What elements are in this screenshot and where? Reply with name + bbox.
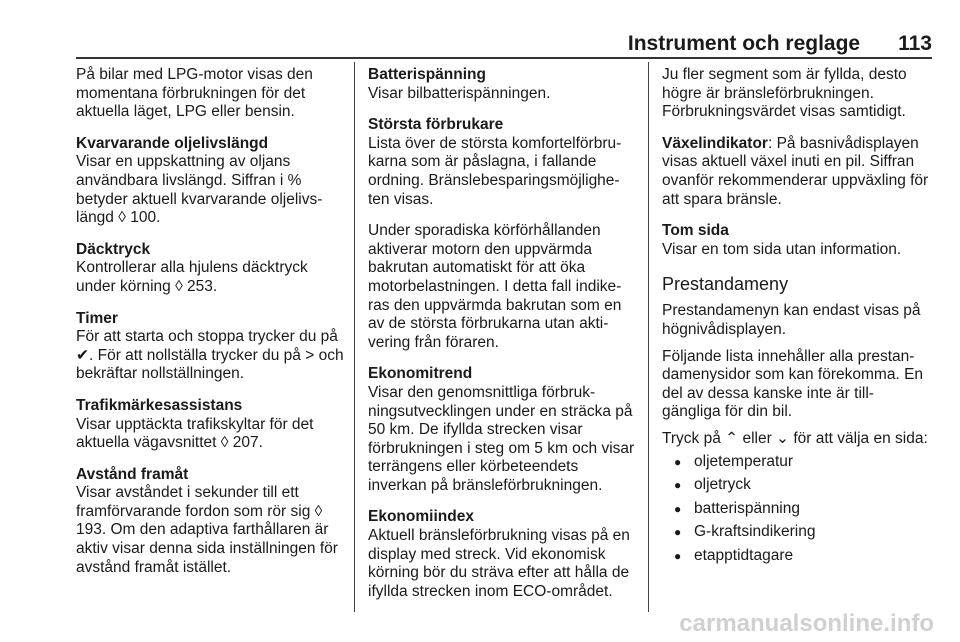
performance-menu-text-1: Prestandamenyn kan endast visas på högnivådisplayen. xyxy=(662,302,921,338)
list-item: ● batterispänning xyxy=(662,500,932,524)
list-item: ● oljetemperatur xyxy=(662,453,932,477)
eco-trend-heading: Ekonomitrend xyxy=(368,365,473,383)
consumers-text: Lista över de största komfortelförbru-karna som är påslagna, i fallande ordning. Bränslebesparingsmöjlighe-ten visas. xyxy=(368,134,622,208)
blank-page-heading: Tom sida xyxy=(662,222,729,240)
column-2 xyxy=(368,66,636,614)
timer-text: För att starta och stoppa trycker du på ✔. För att nollställa trycker du på > och bekräftar nollställningen. xyxy=(76,328,344,383)
list-item: ● G-kraftsindikering xyxy=(662,523,932,547)
column-divider-2 xyxy=(648,62,649,612)
tyre-pressure-text: Kontrollerar alla hjulens däcktryck under körning ◊ 253. xyxy=(76,259,308,295)
consumption-value-text: Förbrukningsvärdet visas samtidigt. xyxy=(662,103,906,121)
list-item: ● etapptidtagare xyxy=(662,547,932,571)
traffic-sign-text: Visar upptäckta trafikskyltar för det aktuella vägavsnittet ◊ 207. xyxy=(76,415,314,452)
eco-trend-text: Visar den genomsnittliga förbruk-ningsutvecklingen under en sträcka på 50 km. De ifyllda strecken visar förbrukningen i steg om 5 km och visar terrängens eller körbeteendets inverkan på bränsleförbrukningen. xyxy=(368,383,635,494)
gear-indicator-label: Växelindikator xyxy=(662,134,768,152)
gear-indicator-text xyxy=(662,135,932,209)
consumers-text-2: Under sporadiska körförhållanden aktiverar motorn den uppvärmda bakrutan automatiskt för att öka motorbelastningen. I detta fall indike-ras den uppvärmda bakrutan som en av de största förbrukarna utan akti-vering från föraren. xyxy=(368,222,622,351)
eco-index-text: Aktuell bränsleförbrukning visas på en display med streck. Vid ekonomisk körning bör du sträva efter att hålla de ifyllda strecken inom ECO-området. xyxy=(368,527,630,600)
performance-menu-text-2: Följande lista innehåller alla prestan-damenysidor som kan förekomma. En del av dessa kanske inte är till-gängliga för din bil. xyxy=(662,347,924,421)
tyre-pressure-heading: Däcktryck xyxy=(76,240,151,258)
page-header xyxy=(76,28,932,56)
header-rule xyxy=(76,57,932,59)
timer-heading: Timer xyxy=(76,309,118,327)
traffic-sign-heading: Trafikmärkesassistans xyxy=(76,396,243,414)
lpg-intro: På bilar med LPG-motor visas den momentana förbrukningen för det aktuella läget, LPG eller bensin. xyxy=(76,66,313,121)
column-1 xyxy=(76,66,344,590)
following-distance-heading: Avstånd framåt xyxy=(76,465,189,483)
oil-life-text: Visar en uppskattning av oljans användbara livslängd. Siffran i % betyder aktuell kvarvarande oljelivs-längd ◊ 100. xyxy=(76,153,323,227)
consumers-heading: Största förbrukare xyxy=(368,116,504,134)
segments-text: Ju fler segment som är fyllda, desto högre är bränsleförbrukningen. xyxy=(662,66,907,102)
performance-pages-list xyxy=(662,453,932,571)
performance-menu-heading: Prestandameny xyxy=(662,274,789,295)
battery-text: Visar bilbatterispänningen. xyxy=(368,84,551,102)
performance-menu-text-3: Tryck på ⌃ eller ⌄ för att välja en sida: xyxy=(662,429,928,447)
column-3 xyxy=(662,66,932,570)
column-divider-1 xyxy=(354,62,355,612)
list-item: ● oljetryck xyxy=(662,476,932,500)
oil-life-heading: Kvarvarande oljelivslängd xyxy=(76,134,269,152)
eco-index-heading: Ekonomiindex xyxy=(368,508,474,526)
gear-indicator-desc: : På basnivådisplayen visas aktuell växel inuti en pil. Siffran ovanför rekommenderar uppväxling för att spara bränsle. xyxy=(662,134,929,208)
watermark: carmanualsonline.info xyxy=(679,610,934,637)
section-title: Instrument och reglage xyxy=(627,32,861,55)
following-distance-text: Visar avståndet i sekunder till ett framförvarande fordon som rör sig ◊ 193. Om den adaptiva farthållaren är aktiv visar denna sida inställningen för avstånd framåt istället. xyxy=(76,484,338,576)
battery-heading: Batterispänning xyxy=(368,66,486,83)
page-number: 113 xyxy=(898,32,932,55)
blank-page-text: Visar en tom sida utan information. xyxy=(662,240,902,258)
